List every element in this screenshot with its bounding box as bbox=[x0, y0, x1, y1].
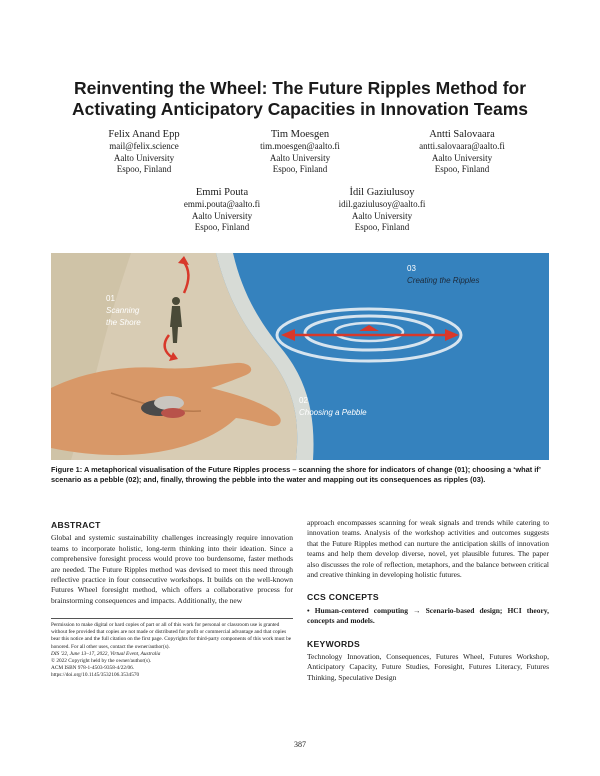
keywords-text: Technology Innovation, Consequences, Futures Wheel, Futures Workshop, Anticipatory Capacity, Future Studies, Foresight, Futures Literacy, Futures Thinking, Speculative Design bbox=[307, 652, 549, 682]
author-affiliation: Aalto University bbox=[269, 152, 331, 163]
author-block bbox=[64, 128, 224, 176]
author-location: Espoo, Finland bbox=[354, 222, 410, 232]
author-email[interactable]: emmi.pouta@aalto.fi bbox=[183, 199, 261, 209]
author-block bbox=[382, 128, 542, 176]
abstract-continued: approach encompasses scanning for weak signals and trends while catering to innovation teams. Analysis of the workshop activities and outcomes suggests that the Future Ripples method can nurture the anticipation skills of innovation teams and help them develop diverse, novel, yet plausible futures. The paper also discusses the role of reflection, metaphors, and the balance between critical and creative thinking in developing holistic futures. bbox=[307, 518, 549, 580]
author-name: Tim Moesgen bbox=[270, 129, 330, 140]
author-email[interactable]: tim.moesgen@aalto.fi bbox=[260, 141, 340, 151]
author-email[interactable]: mail@felix.science bbox=[109, 141, 179, 151]
author-name: Antti Salovaara bbox=[429, 129, 495, 140]
abstract-text: Global and systemic sustainability challenges increasingly require innovation teams to incorporate holistic, long-term thinking into their ideation. Since a comprehensive foresight process would prove too burdensome, faster methods are needed. The Future Ripples method was devised to meet this need through reflective practice in four consecutive workshops. It builds on the well-known Futures Wheel foresight method, which offers a collaborative process for brainstorming consequences and impacts. Additionally, the new bbox=[51, 533, 293, 605]
paper-title: Reinventing the Wheel: The Future Ripples Method for Activating Anticipatory Capacities in Innovation Teams bbox=[71, 78, 529, 119]
author-block bbox=[302, 186, 462, 234]
keywords-heading: KEYWORDS bbox=[307, 638, 361, 649]
doi-link[interactable]: https://doi.org/10.1145/3532106.3534570 bbox=[51, 672, 140, 679]
author-location: Espoo, Finland bbox=[272, 164, 328, 174]
author-block bbox=[220, 128, 380, 176]
teaser-figure bbox=[51, 253, 549, 460]
label-03-number: 03 bbox=[407, 264, 416, 273]
left-column bbox=[51, 520, 293, 606]
page-number: 387 bbox=[294, 740, 306, 749]
label-01-line1: Scanning bbox=[106, 306, 140, 315]
author-name: İdil Gaziulusoy bbox=[349, 187, 415, 198]
author-location: Espoo, Finland bbox=[116, 164, 172, 174]
figure-caption: Figure 1: A metaphorical visualisation of the Future Ripples process – scanning the shore for indicators of change (01); choosing a ‘what if’ scenario as a pebble (02); and, finally, throwing the pebble into the water and mapping out its consequences as ripples (03). bbox=[51, 465, 541, 484]
label-02-number: 02 bbox=[299, 396, 308, 405]
author-name: Emmi Pouta bbox=[195, 187, 249, 198]
label-03-text: Creating the Ripples bbox=[407, 276, 480, 285]
author-location: Espoo, Finland bbox=[434, 164, 490, 174]
label-01-number: 01 bbox=[106, 294, 115, 303]
author-affiliation: Aalto University bbox=[191, 210, 253, 221]
author-email[interactable]: antti.salovaara@aalto.fi bbox=[419, 141, 505, 151]
pebble-red bbox=[161, 408, 185, 418]
author-affiliation: Aalto University bbox=[113, 152, 175, 163]
author-affiliation: Aalto University bbox=[351, 210, 413, 221]
author-name: Felix Anand Epp bbox=[108, 129, 180, 140]
person-head bbox=[172, 297, 180, 305]
pebble-light bbox=[154, 396, 184, 410]
author-block bbox=[142, 186, 302, 234]
author-affiliation: Aalto University bbox=[431, 152, 493, 163]
author-email[interactable]: idil.gaziulusoy@aalto.fi bbox=[338, 199, 426, 209]
label-02-text: Choosing a Pebble bbox=[299, 408, 367, 417]
permission-notice: Permission to make digital or hard copies of part or all of this work for personal or classroom use is granted without fee provided that copies are not made or distributed for profit or commercial advantage and that copies bear this notice and the full citation on the first page. Copyrights for third-party components of this work must be honored. For all other uses, contact the owner/author(s). DIS '22, June 13–17, 2022, Virtual Event, Australia © 2022 Copyright held by the owner/author(s). ACM ISBN 978-1-4503-9358-4/22/06. https://doi.org/10.1145/3532106.3534570 bbox=[51, 618, 293, 680]
future-ripples-illustration bbox=[51, 253, 549, 460]
ccs-heading: CCS CONCEPTS bbox=[307, 592, 379, 603]
ccs-text: • Human-centered computing → Scenario-based design; HCI theory, concepts and models. bbox=[307, 605, 549, 626]
author-location: Espoo, Finland bbox=[194, 222, 250, 232]
label-01-line2: the Shore bbox=[106, 318, 141, 327]
abstract-heading: ABSTRACT bbox=[51, 520, 101, 530]
right-column bbox=[307, 518, 549, 683]
